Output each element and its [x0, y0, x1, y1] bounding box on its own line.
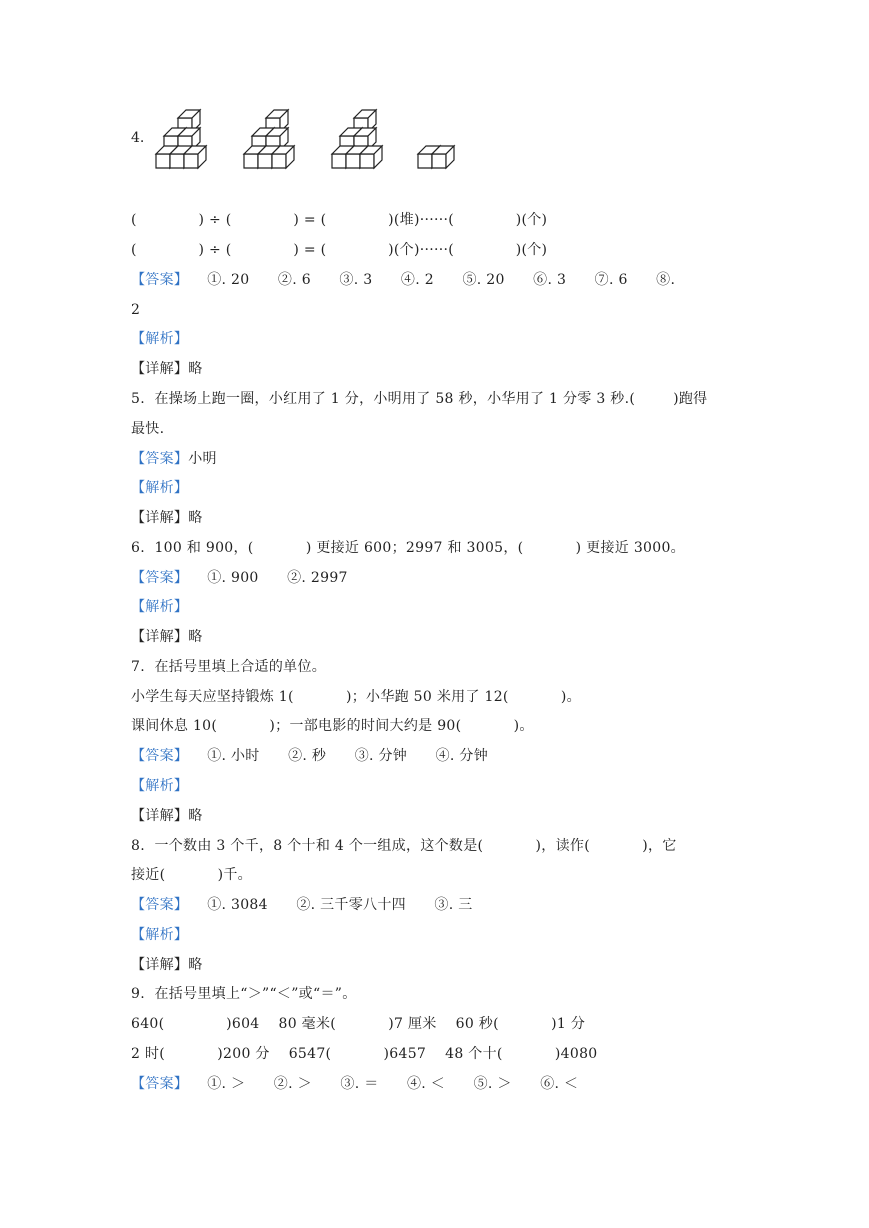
answer-body: ①. 20 ②. 6 ③. 3 ④. 2 ⑤. 20 ⑥. 3 ⑦. 6 ⑧.: [188, 272, 676, 288]
q4-answer-continued: 2: [131, 302, 141, 318]
answer-tag: 【答案】: [131, 570, 189, 586]
detail-body: 略: [188, 629, 203, 645]
q6-analysis-tag: 【解析】: [131, 599, 189, 615]
cube-group: [156, 110, 454, 168]
q4-division-line-1: ( ) ÷ ( ) = ( )(堆)······( )(个): [131, 212, 548, 228]
q8-question-line-1: 8. 一个数由 3 个千，8 个十和 4 个一组成，这个数是( )，读作( )，它: [131, 838, 677, 854]
q4-detail: [131, 359, 203, 379]
answer-tag: 【答案】: [131, 748, 189, 764]
detail-tag: 【详解】: [131, 361, 189, 377]
q7-analysis-tag: 【解析】: [131, 778, 189, 794]
q5-question-line-2: 最快.: [131, 421, 165, 437]
q5-detail: [131, 508, 203, 528]
q4-analysis-tag: 【解析】: [131, 331, 189, 347]
answer-body: ①. ＞ ②. ＞ ③. ＝ ④. ＜ ⑤. ＞ ⑥. ＜: [188, 1076, 579, 1092]
detail-tag: 【详解】: [131, 808, 189, 824]
q7-question-line-3: 课间休息 10( )；一部电影的时间大约是 90( )。: [131, 718, 534, 734]
answer-tag: 【答案】: [131, 272, 189, 288]
q9-question-line-2: 640( )604 80 毫米( )7 厘米 60 秒( )1 分: [131, 1016, 586, 1032]
answer-tag: 【答案】: [131, 1076, 189, 1092]
q5-analysis-tag: 【解析】: [131, 480, 189, 496]
q9-answer: [131, 1074, 578, 1094]
answer-tag: 【答案】: [131, 897, 189, 913]
q9-question-line-1: 9. 在括号里填上“＞”“＜”或“＝”。: [131, 986, 357, 1002]
detail-tag: 【详解】: [131, 629, 189, 645]
answer-body: ①. 小时 ②. 秒 ③. 分钟 ④. 分钟: [188, 748, 489, 764]
answer-body: ①. 3084 ②. 三千零八十四 ③. 三: [188, 897, 473, 913]
detail-body: 略: [188, 957, 203, 973]
answer-body: ①. 900 ②. 2997: [188, 570, 348, 586]
q5-question-line-1: 5. 在操场上跑一圈，小红用了 1 分，小明用了 58 秒，小华用了 1 分零 3 秒.( )跑得: [131, 391, 708, 407]
q5-answer: [131, 449, 217, 469]
q6-answer: [131, 568, 348, 588]
answer-tag: 【答案】: [131, 451, 189, 467]
detail-body: 略: [188, 361, 203, 377]
q7-question-line-2: 小学生每天应坚持锻炼 1( )；小华跑 50 米用了 12( )。: [131, 689, 581, 705]
q4-division-line-2: ( ) ÷ ( ) = ( )(个)······( )(个): [131, 242, 548, 258]
q8-analysis-tag: 【解析】: [131, 927, 189, 943]
detail-tag: 【详解】: [131, 510, 189, 526]
q7-answer: [131, 746, 488, 766]
q7-question-line-1: 7. 在括号里填上合适的单位。: [131, 659, 327, 675]
q7-detail: [131, 806, 203, 826]
q6-detail: [131, 627, 203, 647]
q4-answer: [131, 270, 675, 290]
q8-question-line-2: 接近( )千。: [131, 867, 252, 883]
detail-body: 略: [188, 510, 203, 526]
detail-tag: 【详解】: [131, 957, 189, 973]
question-4-number: 4.: [131, 130, 145, 146]
q6-question-line-1: 6. 100 和 900，( ) 更接近 600；2997 和 3005，( ) 更接近 3000。: [131, 540, 685, 556]
detail-body: 略: [188, 808, 203, 824]
q9-question-line-3: 2 时( )200 分 6547( )6457 48 个十( )4080: [131, 1046, 598, 1062]
q8-answer: [131, 895, 473, 915]
cube-stacks-figure: [150, 100, 480, 176]
q8-detail: [131, 955, 203, 975]
answer-body: 小明: [188, 451, 217, 467]
